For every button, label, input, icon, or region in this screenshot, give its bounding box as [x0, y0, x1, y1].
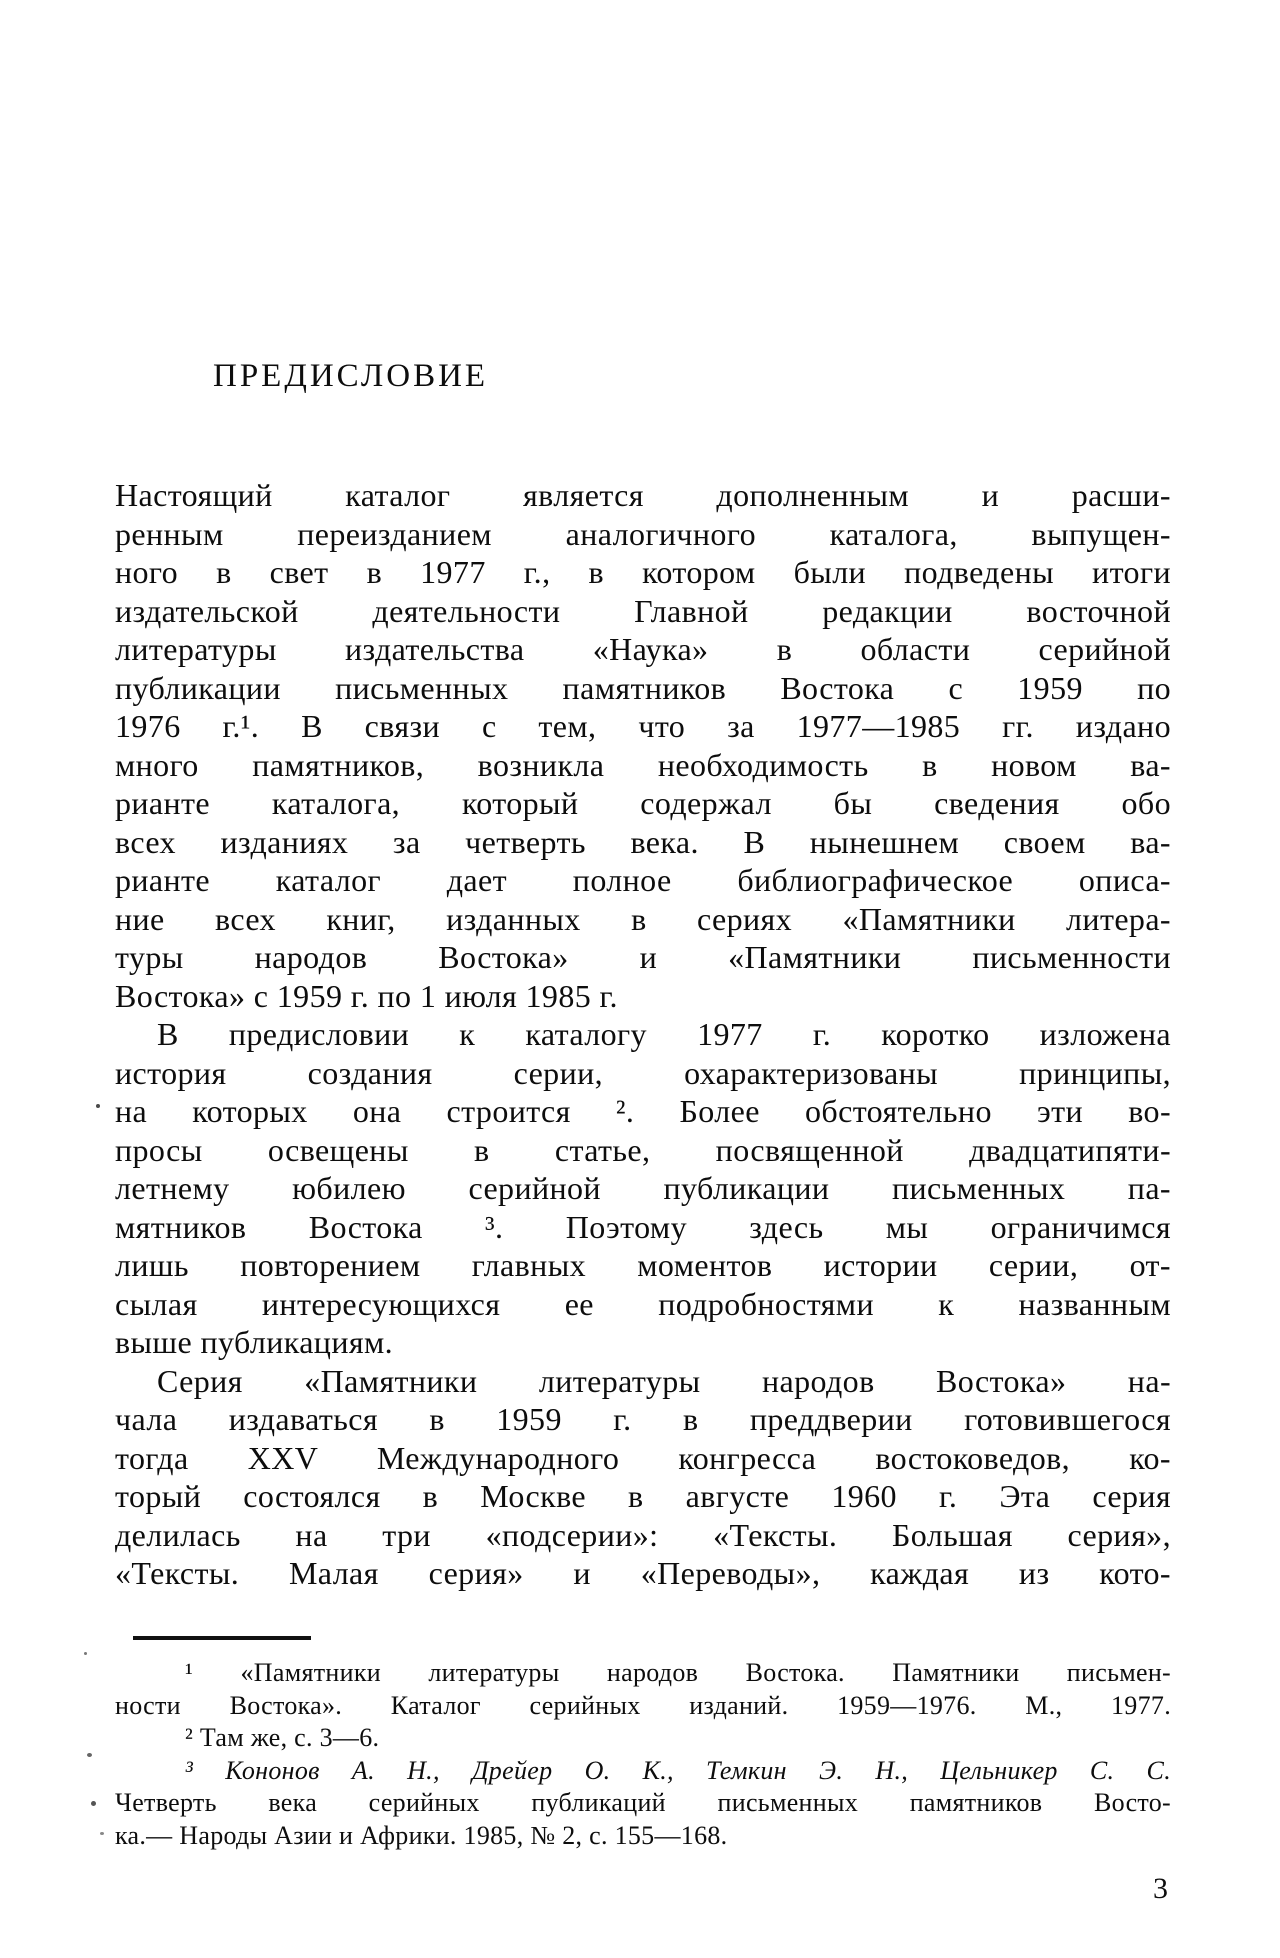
- text-line: ка.— Народы Азии и Африки. 1985, № 2, с. 155—168.: [115, 1820, 728, 1850]
- text-line: летнему юбилею серийной публикации письменных па-: [115, 1170, 1171, 1206]
- scan-speck: [91, 1801, 96, 1806]
- text-line: издательской деятельности Главной редакции восточной: [115, 592, 1171, 629]
- text-line: история создания серии, охарактеризованы принципы,: [115, 1054, 1171, 1091]
- text-line: Серия «Памятники литературы народов Востока» на-: [157, 1362, 1171, 1399]
- text-line: выше публикациям.: [115, 1324, 394, 1360]
- text-line: просы освещены в статье, посвященной двадцатипяти-: [115, 1131, 1171, 1168]
- scan-speck: [96, 1104, 100, 1108]
- body-text: [115, 476, 1171, 1593]
- text-line: рианте каталога, который содержал бы сведения обо: [115, 785, 1171, 821]
- text-line: торый состоялся в Москве в августе 1960 г. Эта серия: [115, 1478, 1171, 1514]
- text-line: Востока» с 1959 г. по 1 июля 1985 г.: [115, 977, 618, 1014]
- text-line: мятников Востока ³. Поэтому здесь мы ограничимся: [115, 1208, 1171, 1245]
- text-line: туры народов Востока» и «Памятники письменности: [115, 939, 1171, 975]
- text-line: литературы издательства «Наука» в области серийной: [115, 631, 1171, 667]
- text-line: публикации письменных памятников Востока с 1959 по: [115, 669, 1171, 706]
- text-line: всех изданиях за четверть века. В нынешнем своем ва-: [115, 823, 1171, 860]
- text-line: В предисловии к каталогу 1977 г. коротко изложена: [157, 1016, 1171, 1052]
- text-line: сылая интересующихся ее подробностями к названным: [115, 1285, 1171, 1322]
- text-line: много памятников, возникла необходимость в новом ва-: [115, 746, 1171, 783]
- text-line: рианте каталог дает полное библиографическое описа-: [115, 862, 1171, 898]
- footnote-separator-rule: [133, 1636, 311, 1640]
- text-line: Настоящий каталог является дополненным и расши-: [115, 477, 1171, 513]
- text-line: ² Там же, с. 3—6.: [185, 1723, 380, 1752]
- text-line: чала издаваться в 1959 г. в преддверии готовившегося: [115, 1401, 1171, 1437]
- page-title: ПРЕДИСЛОВИЕ: [213, 358, 489, 394]
- footnotes: [115, 1657, 1171, 1852]
- text-line: ние всех книг, изданных в сериях «Памятники литера-: [115, 900, 1171, 937]
- text-line: на которых она строится ². Более обстоятельно эти во-: [115, 1093, 1171, 1129]
- text-line: ³ Кононов А. Н., Дрейер О. К., Темкин Э. Н., Цельникер С. С.: [185, 1755, 1171, 1785]
- scan-speck: [100, 1832, 104, 1835]
- text-line: 1976 г.¹. В связи с тем, что за 1977—1985 гг. издано: [115, 708, 1171, 744]
- text-line: ренным переизданием аналогичного каталога, выпущен-: [115, 515, 1171, 552]
- text-line: Четверть века серийных публикаций письменных памятников Восто-: [115, 1788, 1171, 1817]
- text-line: ¹ «Памятники литературы народов Востока. Памятники письмен-: [185, 1658, 1171, 1687]
- scan-speck: [87, 1753, 92, 1757]
- page-number: 3: [1153, 1872, 1168, 1905]
- text-line: лишь повторением главных моментов истории серии, от-: [115, 1247, 1171, 1283]
- text-line: ного в свет в 1977 г., в котором были подведены итоги: [115, 554, 1171, 590]
- text-line: тогда XXV Международного конгресса востоковедов, ко-: [115, 1439, 1171, 1476]
- text-line: ности Востока». Каталог серийных изданий. 1959—1976. М., 1977.: [115, 1690, 1171, 1720]
- scan-speck: [84, 1652, 87, 1655]
- text-line: делилась на три «подсерии»: «Тексты. Большая серия»,: [115, 1516, 1171, 1553]
- text-line: «Тексты. Малая серия» и «Переводы», каждая из кото-: [115, 1555, 1171, 1591]
